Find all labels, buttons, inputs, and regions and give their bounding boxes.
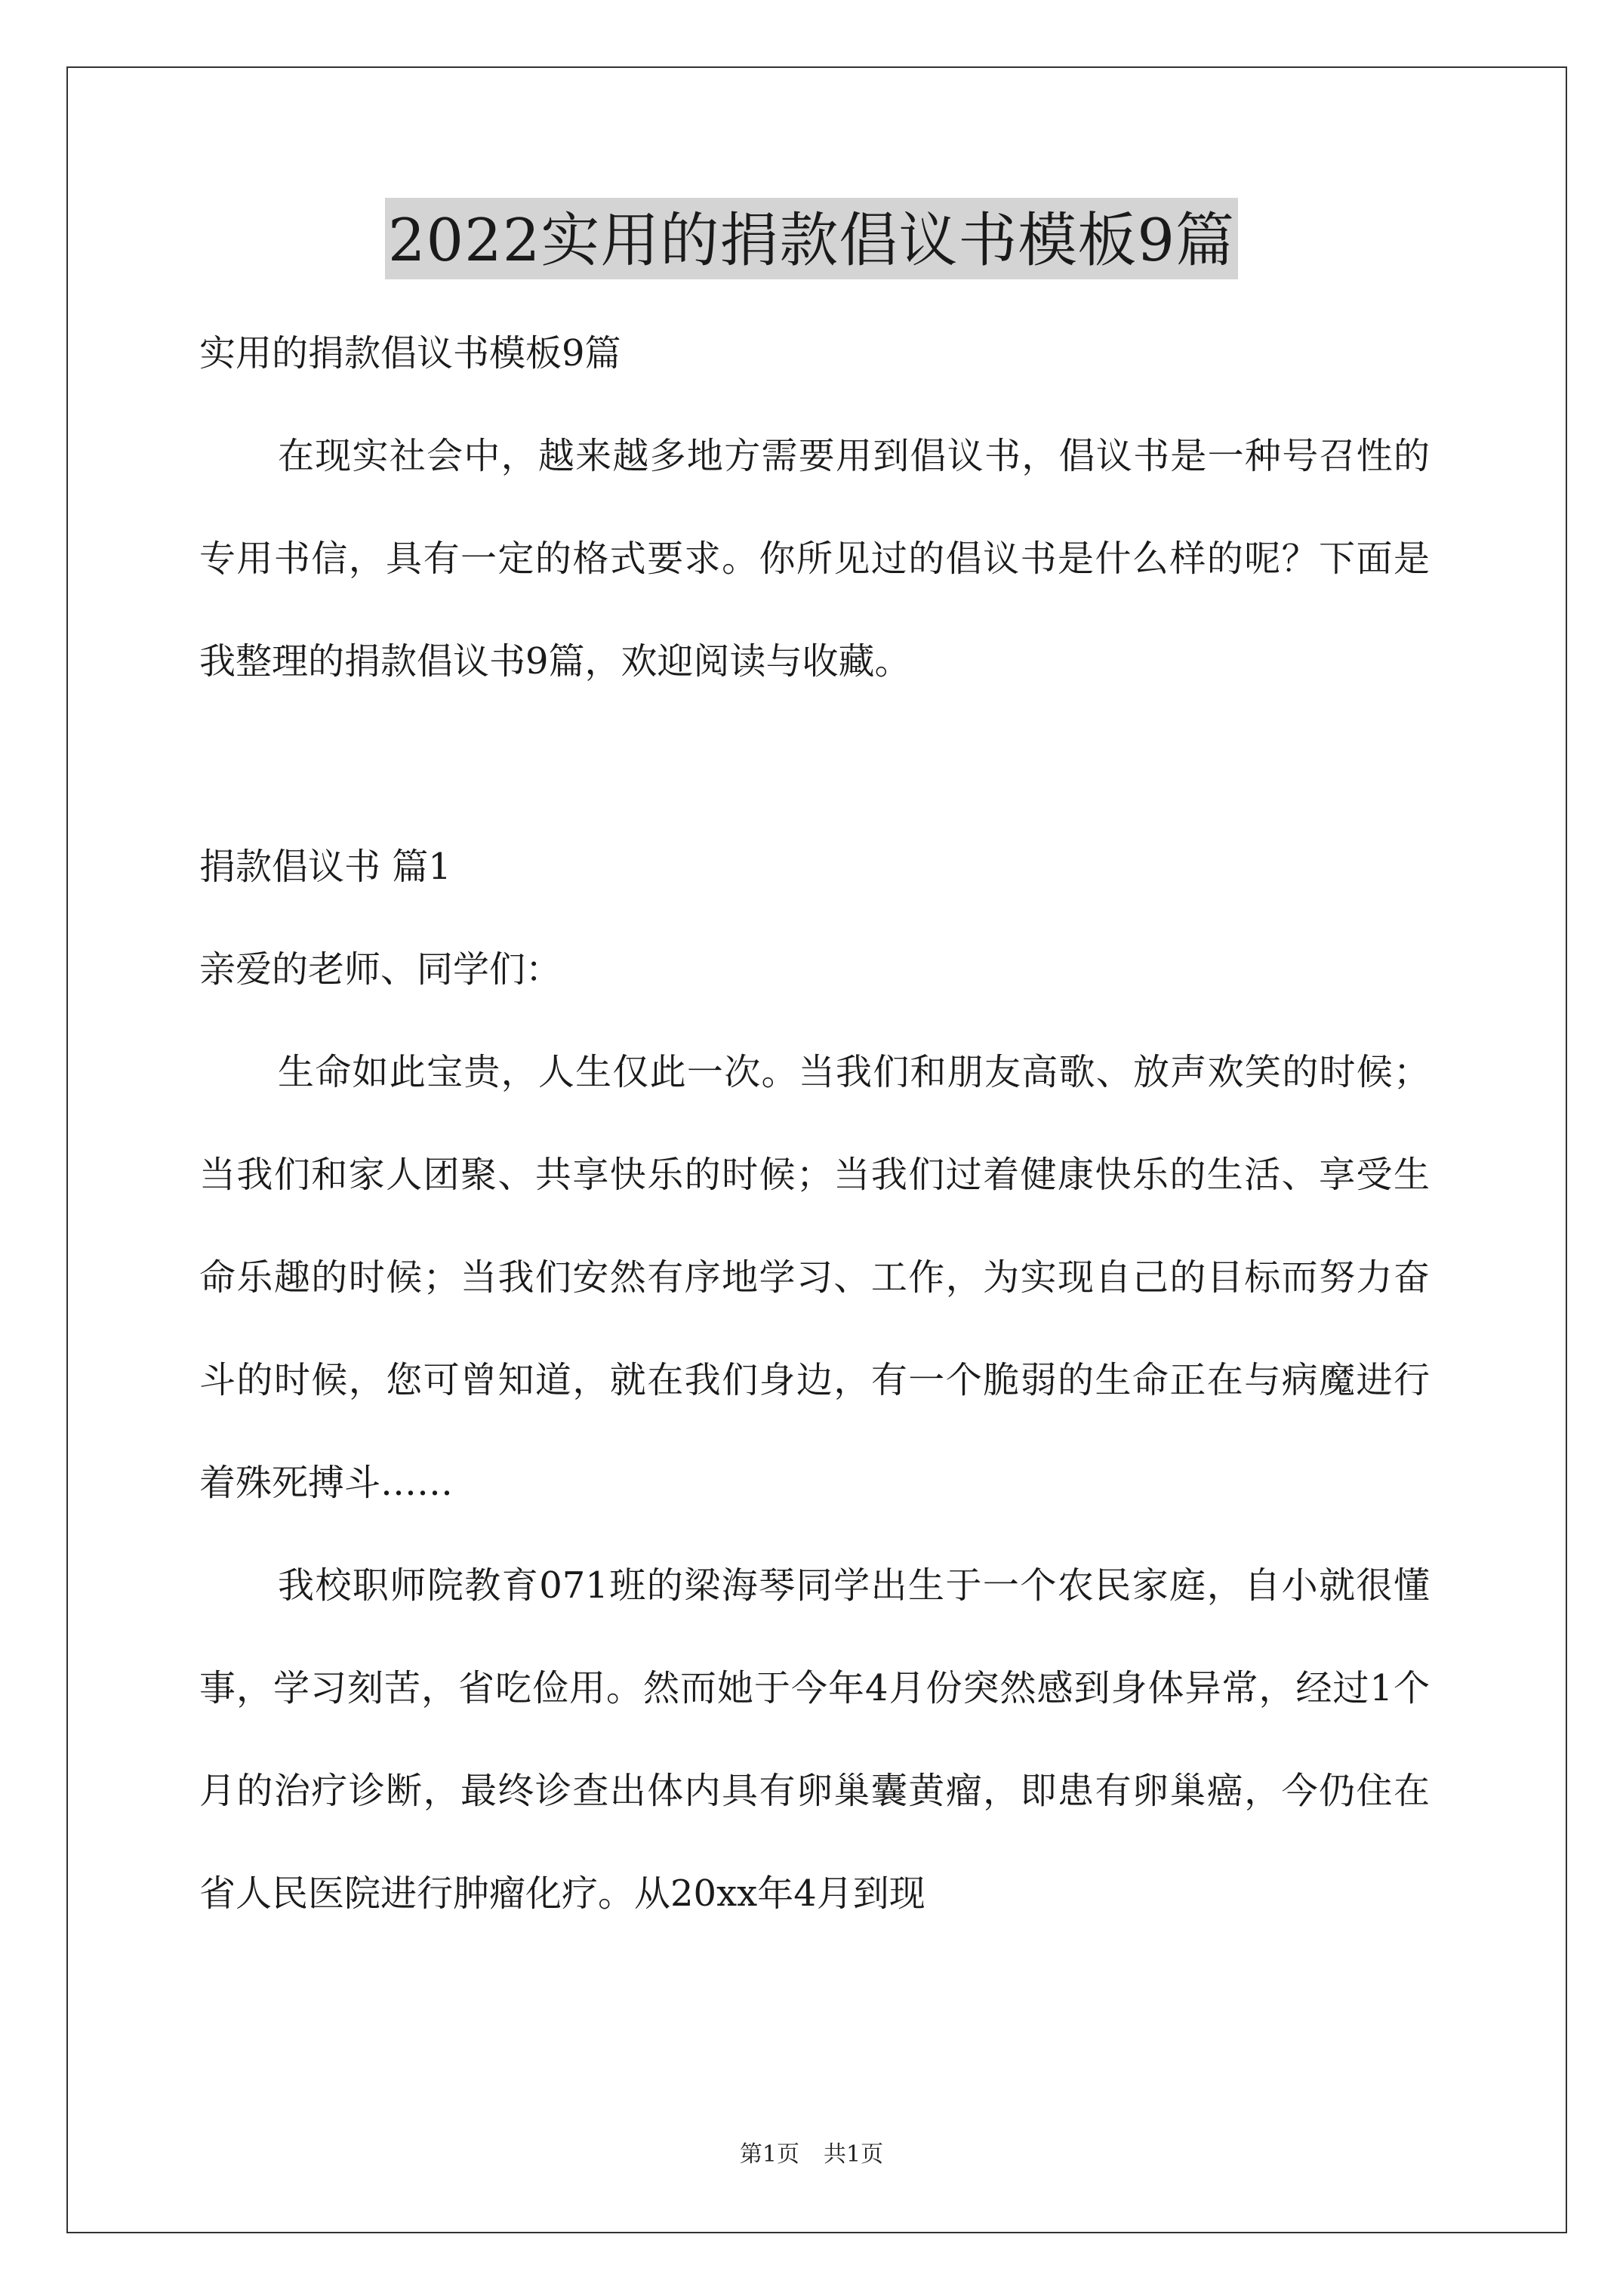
page-total: 共1页 (824, 2141, 884, 2168)
document-subtitle: 实用的捐款倡议书模板9篇 (199, 332, 621, 374)
body-paragraph: 生命如此宝贵，人生仅此一次。当我们和朋友高歌、放声欢笑的时候；当我们和家人团聚、共享快乐的时候；当我们过着健康快乐的生活、享受生命乐趣的时候；当我们安然有序地学习、工作，为实现自己的目标而努力奋斗的时候，您可曾知道，就在我们身边，有一个脆弱的生命正在与病魔进行着殊死搏斗…… (199, 1051, 1430, 1504)
section-heading: 捐款倡议书 篇1 (199, 846, 451, 888)
page-number: 第1页 (739, 2141, 799, 2168)
document-body (199, 302, 1430, 1945)
body-paragraph: 我校职师院教育071班的梁海琴同学出生于一个农民家庭，自小就很懂事，学习刻苦，省吃俭用。然而她于今年4月份突然感到身体异常，经过1个月的治疗诊断，最终诊查出体内具有卵巢囊黄瘤，即患有卵巢癌，今仍住在省人民医院进行肿瘤化疗。从20xx年4月到现 (199, 1564, 1430, 1915)
document-title: 2022实用的捐款倡议书模板9篇 (385, 198, 1238, 279)
salutation: 亲爱的老师、同学们： (199, 948, 562, 991)
title-container (0, 198, 1623, 279)
spacer (199, 713, 1430, 815)
page-footer (0, 2135, 1623, 2168)
intro-paragraph: 在现实社会中，越来越多地方需要用到倡议书，倡议书是一种号召性的专用书信，具有一定的格式要求。你所见过的倡议书是什么样的呢？下面是我整理的捐款倡议书9篇，欢迎阅读与收藏。 (199, 435, 1430, 683)
